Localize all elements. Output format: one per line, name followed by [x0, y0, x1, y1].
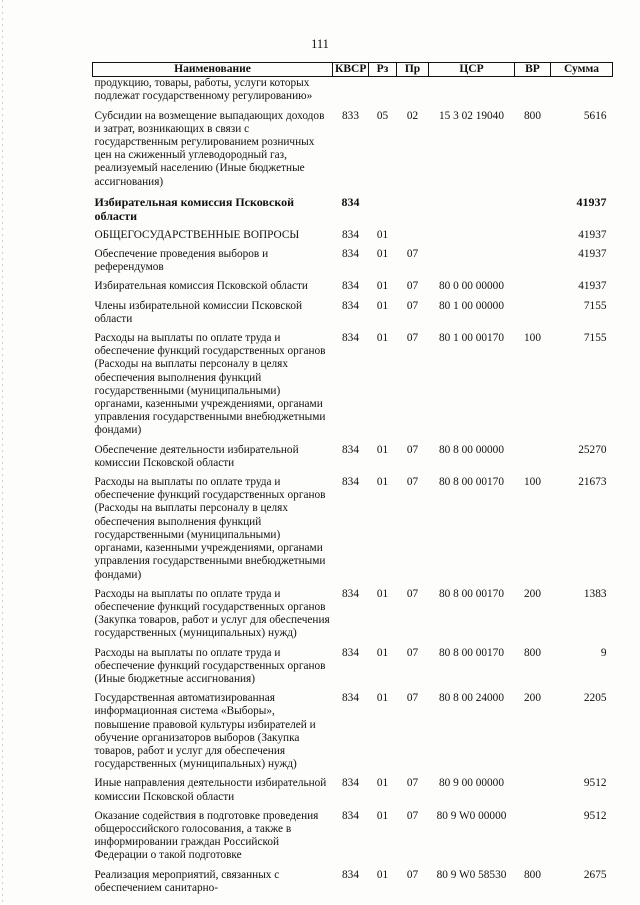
- header-vr: ВР: [515, 63, 551, 77]
- budget-table: [92, 62, 613, 895]
- cell-name: Члены избирательной комиссии Псковской области: [94, 299, 303, 325]
- cell-name: Оказание содействия в подготовке проведения общероссийского голосования, а также в информировании граждан Российской Федерации о такой подготовке: [94, 809, 319, 862]
- cell-name: Избирательная комиссия Псковской области: [94, 280, 308, 293]
- cell-pr: 07: [406, 777, 419, 790]
- cell-sum: 41937: [578, 228, 607, 241]
- cell-rz: 01: [376, 646, 389, 659]
- cell-pr: 07: [406, 809, 419, 822]
- cell-kvsr: 834: [342, 692, 359, 705]
- cell-vr: 100: [524, 332, 541, 345]
- cell-pr: [397, 77, 429, 104]
- cell-sum: 5616: [583, 109, 607, 122]
- cell-kvsr: 834: [342, 299, 359, 312]
- cell-kvsr: 834: [342, 443, 359, 456]
- cell-name: продукцию, товары, работы, услуги которых подлежат государственному регулированию»: [94, 77, 313, 103]
- table-row: [93, 77, 613, 104]
- table-header-row: [93, 63, 613, 77]
- cell-csr: [429, 223, 515, 242]
- cell-rz: 01: [376, 248, 389, 261]
- cell-rz: 01: [376, 280, 389, 293]
- cell-vr: [515, 274, 551, 293]
- table-row: [93, 641, 613, 687]
- cell-kvsr: 834: [342, 332, 359, 345]
- cell-vr: 200: [524, 692, 541, 705]
- cell-name: Расходы на выплаты по оплате труда и обеспечение функций государственных органов (Иные бюджетные ассигнования): [94, 646, 326, 685]
- table-row: [93, 470, 613, 582]
- cell-rz: 01: [376, 868, 389, 881]
- cell-sum: 21673: [578, 476, 607, 489]
- table-row: [93, 104, 613, 189]
- cell-sum: 7155: [583, 332, 607, 345]
- cell-name: Обеспечение деятельности избирательной комиссии Псковской области: [94, 443, 299, 469]
- header-rz: Рз: [369, 63, 397, 77]
- cell-csr: 80 9 W0 00000: [436, 809, 507, 822]
- cell-pr: [397, 223, 429, 242]
- cell-vr: [515, 438, 551, 470]
- cell-rz: 01: [376, 587, 389, 600]
- cell-csr: 80 9 00 00000: [439, 777, 504, 790]
- cell-sum: 41937: [576, 194, 607, 209]
- cell-csr: [429, 242, 515, 274]
- cell-kvsr: 834: [342, 646, 359, 659]
- cell-kvsr: 834: [342, 228, 359, 241]
- header-sum: Сумма: [551, 63, 613, 77]
- cell-name: Расходы на выплаты по оплате труда и обеспечение функций государственных органов (Закупка товаров, работ и услуг для обеспечения государственных (муниципальных) нужд): [94, 587, 330, 640]
- cell-pr: 07: [406, 692, 419, 705]
- cell-csr: 80 1 00 00000: [439, 299, 504, 312]
- cell-csr: 80 8 00 00170: [439, 587, 504, 600]
- cell-rz: 01: [376, 332, 389, 345]
- cell-rz: 01: [376, 443, 389, 456]
- cell-vr: 200: [524, 587, 541, 600]
- cell-csr: 80 0 00 00000: [439, 280, 504, 293]
- cell-vr: 800: [524, 646, 541, 659]
- cell-vr: [515, 223, 551, 242]
- cell-name: Расходы на выплаты по оплате труда и обеспечение функций государственных органов (Расходы на выплаты персоналу в целях обеспечения выполнения функций государственными (муниципальными) органами, казенными учреждениями, органами управления государственными внебюджетными фондами): [94, 476, 326, 581]
- cell-rz: 01: [376, 299, 389, 312]
- cell-kvsr: 834: [342, 777, 359, 790]
- cell-kvsr: 834: [342, 587, 359, 600]
- cell-kvsr: 834: [342, 248, 359, 261]
- cell-sum: 25270: [578, 443, 607, 456]
- cell-sum: 9512: [583, 777, 607, 790]
- cell-csr: [429, 77, 515, 104]
- table-row: [93, 863, 613, 895]
- cell-pr: 07: [406, 868, 419, 881]
- cell-csr: 80 9 W0 58530: [436, 868, 507, 881]
- cell-csr: 80 8 00 00170: [439, 646, 504, 659]
- cell-name: Иные направления деятельности избирательной комиссии Псковской области: [94, 777, 327, 803]
- cell-vr: [515, 771, 551, 803]
- cell-pr: [397, 189, 429, 223]
- cell-vr: 100: [524, 476, 541, 489]
- table-row: [93, 582, 613, 641]
- cell-rz: 01: [376, 777, 389, 790]
- cell-vr: [515, 294, 551, 326]
- cell-sum: 2675: [583, 868, 607, 881]
- cell-name: ОБЩЕГОСУДАРСТВЕННЫЕ ВОПРОСЫ: [94, 228, 300, 241]
- cell-csr: 15 3 02 19040: [439, 109, 504, 122]
- table-row: [93, 242, 613, 274]
- cell-sum: 9512: [583, 809, 607, 822]
- cell-pr: 07: [406, 587, 419, 600]
- page-number: 111: [311, 37, 329, 51]
- cell-kvsr: 834: [341, 194, 360, 209]
- cell-vr: [515, 77, 551, 104]
- table-row: [93, 274, 613, 293]
- cell-pr: 07: [406, 248, 419, 261]
- header-name: Наименование: [93, 63, 333, 77]
- cell-rz: [369, 189, 397, 223]
- cell-kvsr: 834: [342, 476, 359, 489]
- cell-vr: [515, 804, 551, 863]
- table-row: [93, 438, 613, 470]
- cell-pr: 02: [406, 109, 419, 122]
- cell-pr: 07: [406, 332, 419, 345]
- cell-sum: 7155: [583, 299, 607, 312]
- cell-name: Обеспечение проведения выборов и референдумов: [94, 248, 269, 274]
- cell-name: Субсидии на возмещение выпадающих доходов и затрат, возникающих в связи с государственным регулированием розничных цен на сжиженный углеводородный газ, реализуемый населению (Иные бюджетные ассигнования): [94, 109, 325, 188]
- scan-edge: [2, 0, 3, 905]
- table-row: [93, 223, 613, 242]
- cell-pr: 07: [406, 476, 419, 489]
- cell-rz: 01: [376, 809, 389, 822]
- cell-vr: 800: [524, 868, 541, 881]
- cell-kvsr: 833: [342, 109, 359, 122]
- table-row: [93, 326, 613, 438]
- cell-sum: [551, 77, 613, 104]
- cell-sum: 9: [600, 646, 607, 659]
- cell-name: Реализация мероприятий, связанных с обеспечением санитарно-: [94, 868, 280, 894]
- cell-csr: [429, 189, 515, 223]
- table-row: [93, 686, 613, 771]
- cell-csr: 80 1 00 00170: [439, 332, 504, 345]
- header-csr: ЦСР: [429, 63, 515, 77]
- cell-pr: 07: [406, 646, 419, 659]
- cell-name: Избирательная комиссия Псковской области: [94, 194, 295, 223]
- cell-csr: 80 8 00 00170: [439, 476, 504, 489]
- cell-kvsr: [333, 77, 369, 104]
- cell-vr: 800: [524, 109, 541, 122]
- cell-kvsr: 834: [342, 280, 359, 293]
- cell-pr: 07: [406, 299, 419, 312]
- cell-sum: 41937: [578, 280, 607, 293]
- cell-sum: 41937: [578, 248, 607, 261]
- cell-sum: 1383: [583, 587, 607, 600]
- cell-csr: 80 8 00 00000: [439, 443, 504, 456]
- table-body: [93, 77, 613, 895]
- table-row: [93, 189, 613, 223]
- cell-rz: [369, 77, 397, 104]
- cell-csr: 80 8 00 24000: [439, 692, 504, 705]
- table-row: [93, 771, 613, 803]
- cell-pr: 07: [406, 280, 419, 293]
- cell-rz: 01: [376, 692, 389, 705]
- cell-kvsr: 834: [342, 868, 359, 881]
- cell-kvsr: 834: [342, 809, 359, 822]
- cell-pr: 07: [406, 443, 419, 456]
- cell-vr: [515, 189, 551, 223]
- header-pr: Пр: [397, 63, 429, 77]
- header-kvsr: КВСР: [333, 63, 369, 77]
- cell-rz: 01: [376, 228, 389, 241]
- cell-name: Расходы на выплаты по оплате труда и обеспечение функций государственных органов (Расходы на выплаты персоналу в целях обеспечения выполнения функций государственными (муниципальными) органами, казенными учреждениями, органами управления государственными внебюджетными фондами): [94, 332, 326, 437]
- table-row: [93, 294, 613, 326]
- cell-rz: 01: [376, 476, 389, 489]
- table-row: [93, 804, 613, 863]
- cell-rz: 05: [376, 109, 389, 122]
- cell-sum: 2205: [583, 692, 607, 705]
- cell-name: Государственная автоматизированная информационная система «Выборы», повышение правовой культуры избирателей и обучение организаторов выборов (Закупка товаров, работ и услуг для обеспечения государственных (муниципальных) нужд): [94, 692, 316, 771]
- cell-vr: [515, 242, 551, 274]
